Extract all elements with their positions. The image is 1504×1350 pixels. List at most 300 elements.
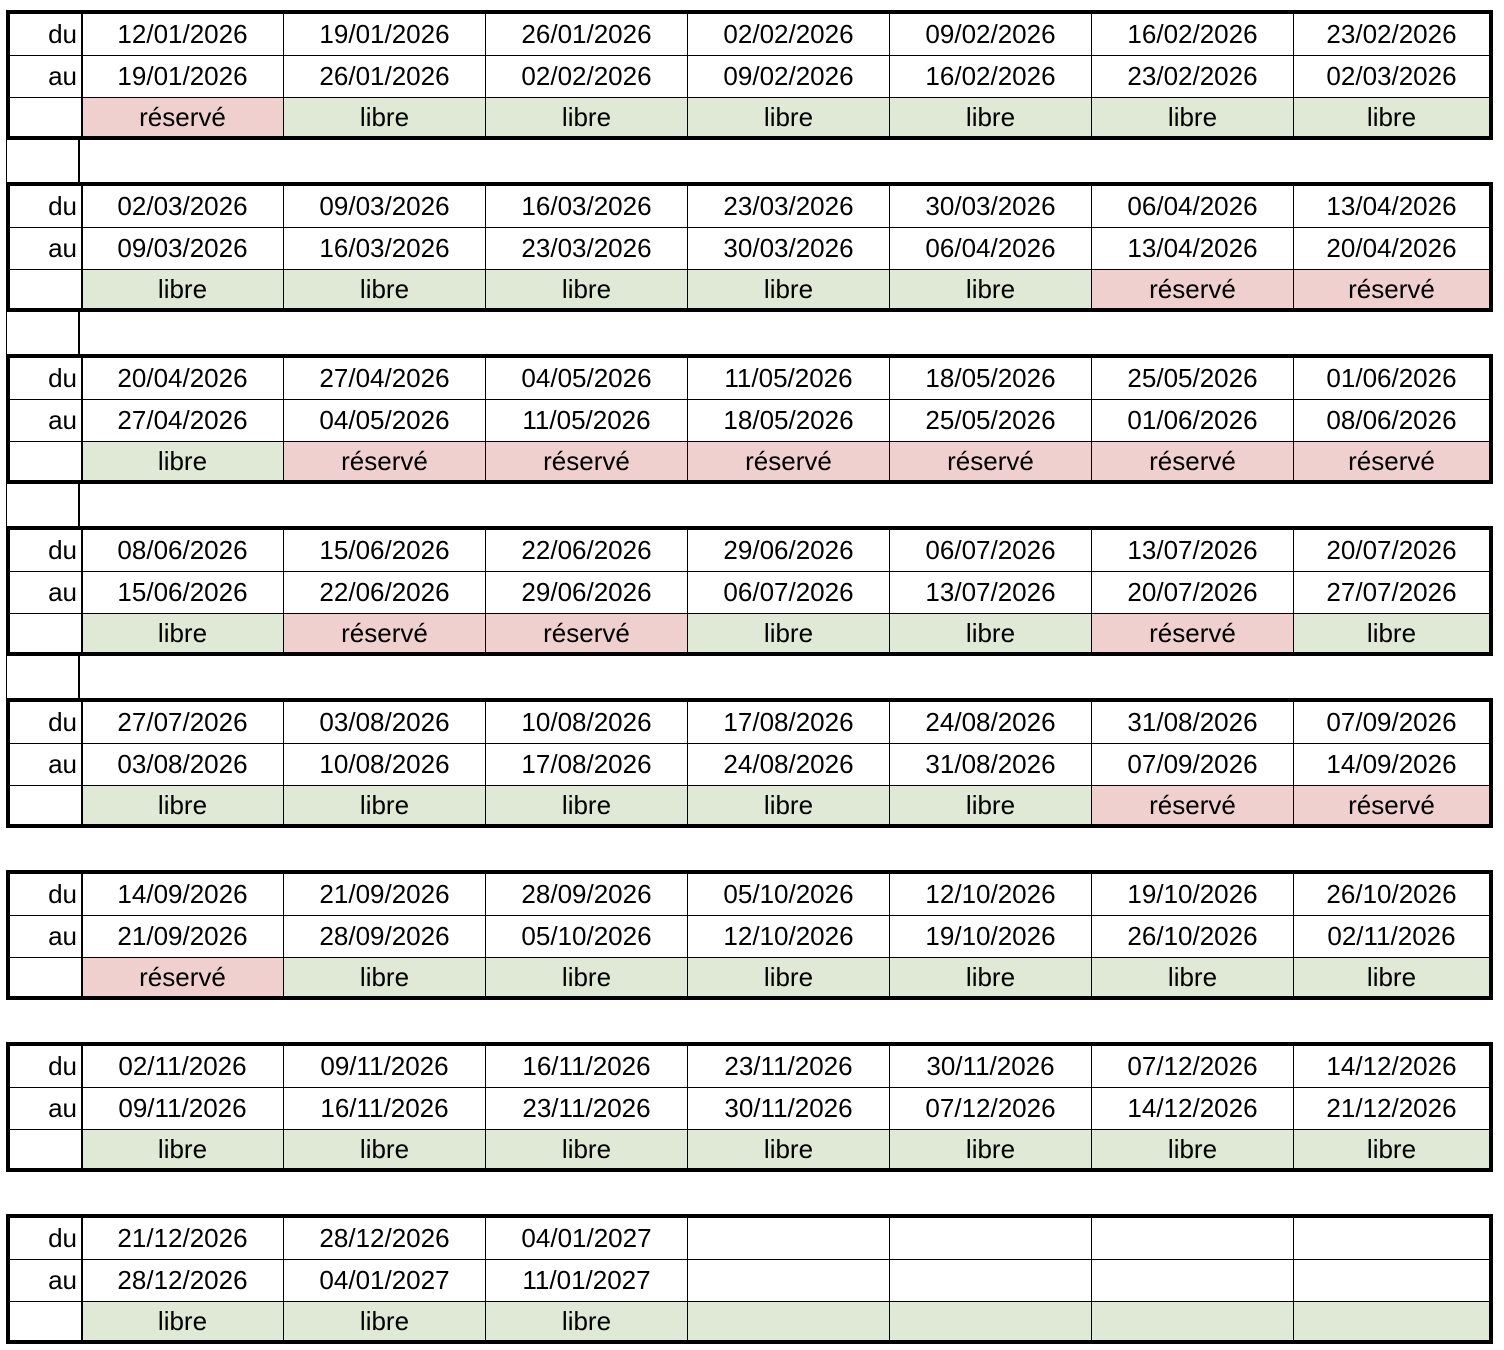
- gap-divider: [78, 140, 80, 182]
- end-date-cell[interactable]: 28/12/2026: [117, 1265, 248, 1295]
- status-cell[interactable]: libre: [1294, 958, 1489, 996]
- start-date-cell[interactable]: 02/03/2026: [117, 191, 248, 221]
- column-divider: [1293, 1088, 1294, 1129]
- start-date-cell[interactable]: 07/09/2026: [1326, 707, 1457, 737]
- end-date-cell[interactable]: 31/08/2026: [925, 749, 1056, 779]
- column-divider: [687, 1130, 688, 1168]
- start-date-cell[interactable]: 09/02/2026: [925, 19, 1056, 49]
- end-date-cell[interactable]: 30/11/2026: [724, 1093, 853, 1123]
- status-cell[interactable]: libre: [890, 958, 1091, 996]
- column-divider: [81, 228, 83, 269]
- column-divider: [1293, 358, 1294, 399]
- status-cell[interactable]: libre: [82, 270, 283, 308]
- status-cell[interactable]: libre: [1092, 1130, 1293, 1168]
- start-date-cell[interactable]: 01/06/2026: [1326, 363, 1457, 393]
- start-date-cell[interactable]: 05/10/2026: [723, 879, 854, 909]
- column-divider: [889, 400, 890, 441]
- column-divider: [1091, 1046, 1092, 1087]
- status-cell[interactable]: réservé: [890, 442, 1091, 480]
- column-divider: [889, 442, 890, 480]
- column-divider: [889, 1088, 890, 1129]
- status-cell[interactable]: libre: [486, 786, 687, 824]
- column-divider: [81, 874, 83, 915]
- column-divider: [283, 572, 284, 613]
- status-cell[interactable]: libre: [284, 98, 485, 136]
- column-divider: [283, 1130, 284, 1168]
- column-divider: [1091, 958, 1092, 996]
- end-date-cell[interactable]: 14/09/2026: [1326, 749, 1457, 779]
- end-date-cell[interactable]: 09/03/2026: [117, 233, 248, 263]
- end-date-cell[interactable]: 26/10/2026: [1127, 921, 1258, 951]
- status-cell[interactable]: réservé: [284, 614, 485, 652]
- column-divider: [485, 874, 486, 915]
- column-divider: [81, 56, 83, 97]
- from-label: du: [48, 363, 77, 393]
- status-cell[interactable]: libre: [284, 958, 485, 996]
- column-divider: [889, 1218, 890, 1259]
- start-date-cell[interactable]: 17/08/2026: [723, 707, 854, 737]
- column-divider: [81, 270, 83, 308]
- start-date-cell[interactable]: 30/11/2026: [926, 1051, 1055, 1081]
- status-cell[interactable]: [688, 1302, 889, 1340]
- status-cell[interactable]: libre: [486, 98, 687, 136]
- start-date-cell[interactable]: 20/04/2026: [117, 363, 248, 393]
- status-cell[interactable]: réservé: [1294, 270, 1489, 308]
- from-row: [10, 702, 1489, 743]
- column-divider: [81, 614, 83, 652]
- column-divider: [687, 614, 688, 652]
- end-date-cell[interactable]: 01/06/2026: [1127, 405, 1258, 435]
- end-date-cell[interactable]: 21/12/2026: [1326, 1093, 1457, 1123]
- start-date-cell[interactable]: 09/03/2026: [319, 191, 450, 221]
- start-date-cell[interactable]: 09/11/2026: [320, 1051, 449, 1081]
- start-date-cell[interactable]: 02/02/2026: [723, 19, 854, 49]
- status-cell[interactable]: réservé: [284, 442, 485, 480]
- column-divider: [1293, 530, 1294, 571]
- end-date-cell[interactable]: 14/12/2026: [1127, 1093, 1258, 1123]
- start-date-cell[interactable]: 11/05/2026: [724, 363, 853, 393]
- start-date-cell[interactable]: [890, 1218, 1091, 1259]
- week-block: [6, 182, 1493, 312]
- end-date-cell[interactable]: 28/09/2026: [319, 921, 450, 951]
- column-divider: [687, 958, 688, 996]
- start-date-cell[interactable]: 20/07/2026: [1326, 535, 1457, 565]
- start-date-cell[interactable]: 23/11/2026: [724, 1051, 853, 1081]
- column-divider: [485, 1046, 486, 1087]
- end-date-cell[interactable]: 06/04/2026: [925, 233, 1056, 263]
- status-cell[interactable]: libre: [688, 98, 889, 136]
- to-row: [10, 228, 1489, 269]
- status-cell[interactable]: réservé: [1092, 442, 1293, 480]
- status-row: [10, 786, 1489, 824]
- column-divider: [81, 702, 83, 743]
- column-divider: [687, 186, 688, 227]
- status-cell[interactable]: réservé: [82, 958, 283, 996]
- column-divider: [687, 14, 688, 55]
- column-divider: [687, 1218, 688, 1259]
- start-date-cell[interactable]: 14/09/2026: [117, 879, 248, 909]
- to-label: au: [48, 577, 77, 607]
- start-date-cell[interactable]: 08/06/2026: [117, 535, 248, 565]
- status-cell[interactable]: libre: [284, 1130, 485, 1168]
- week-block: [6, 10, 1493, 140]
- column-divider: [1293, 702, 1294, 743]
- column-divider: [1091, 702, 1092, 743]
- column-divider: [283, 1302, 284, 1340]
- column-divider: [81, 1046, 83, 1087]
- end-date-cell[interactable]: 11/05/2026: [522, 405, 651, 435]
- start-date-cell[interactable]: 26/10/2026: [1326, 879, 1457, 909]
- week-block: [6, 1214, 1493, 1344]
- start-date-cell[interactable]: 28/12/2026: [319, 1223, 450, 1253]
- end-date-cell[interactable]: 07/12/2026: [925, 1093, 1056, 1123]
- column-divider: [889, 744, 890, 785]
- status-cell[interactable]: libre: [82, 1130, 283, 1168]
- column-divider: [1293, 572, 1294, 613]
- end-date-cell[interactable]: 09/02/2026: [723, 61, 854, 91]
- column-divider: [889, 186, 890, 227]
- end-date-cell[interactable]: 20/04/2026: [1326, 233, 1457, 263]
- column-divider: [283, 442, 284, 480]
- column-divider: [889, 56, 890, 97]
- end-date-cell[interactable]: 13/07/2026: [925, 577, 1056, 607]
- column-divider: [485, 228, 486, 269]
- status-row: [10, 614, 1489, 652]
- status-cell[interactable]: réservé: [82, 98, 283, 136]
- week-block: [6, 526, 1493, 656]
- to-label: au: [48, 61, 77, 91]
- start-date-cell[interactable]: 23/02/2026: [1326, 19, 1457, 49]
- end-date-cell[interactable]: 06/07/2026: [723, 577, 854, 607]
- column-divider: [1091, 270, 1092, 308]
- column-divider: [889, 358, 890, 399]
- start-date-cell[interactable]: 23/03/2026: [723, 191, 854, 221]
- column-divider: [1293, 874, 1294, 915]
- column-divider: [283, 186, 284, 227]
- column-divider: [1293, 186, 1294, 227]
- column-divider: [1293, 1046, 1294, 1087]
- status-cell[interactable]: réservé: [486, 614, 687, 652]
- end-date-cell[interactable]: 16/03/2026: [319, 233, 450, 263]
- status-cell[interactable]: réservé: [688, 442, 889, 480]
- status-cell[interactable]: libre: [486, 270, 687, 308]
- column-divider: [1091, 614, 1092, 652]
- column-divider: [485, 958, 486, 996]
- status-cell[interactable]: libre: [688, 1130, 889, 1168]
- column-divider: [283, 358, 284, 399]
- column-divider: [485, 1130, 486, 1168]
- start-date-cell[interactable]: 04/01/2027: [521, 1223, 652, 1253]
- status-cell[interactable]: libre: [890, 786, 1091, 824]
- column-divider: [687, 98, 688, 136]
- status-cell[interactable]: libre: [486, 1130, 687, 1168]
- status-cell[interactable]: libre: [1294, 614, 1489, 652]
- column-divider: [283, 98, 284, 136]
- to-row: [10, 56, 1489, 97]
- status-cell[interactable]: libre: [82, 1302, 283, 1340]
- to-row: [10, 916, 1489, 957]
- column-divider: [485, 14, 486, 55]
- start-date-cell[interactable]: 16/02/2026: [1127, 19, 1258, 49]
- column-divider: [81, 958, 83, 996]
- end-date-cell[interactable]: 16/11/2026: [320, 1093, 449, 1123]
- column-divider: [81, 572, 83, 613]
- status-cell[interactable]: réservé: [1092, 614, 1293, 652]
- start-date-cell[interactable]: 02/11/2026: [118, 1051, 247, 1081]
- to-row: [10, 572, 1489, 613]
- status-row: [10, 1302, 1489, 1340]
- end-date-cell[interactable]: 11/01/2027: [522, 1265, 651, 1295]
- start-date-cell[interactable]: 16/03/2026: [521, 191, 652, 221]
- column-divider: [687, 1260, 688, 1301]
- status-cell[interactable]: libre: [890, 98, 1091, 136]
- column-divider: [1091, 1130, 1092, 1168]
- end-date-cell[interactable]: 09/11/2026: [118, 1093, 247, 1123]
- status-cell[interactable]: [890, 1302, 1091, 1340]
- status-cell[interactable]: réservé: [1294, 442, 1489, 480]
- status-cell[interactable]: libre: [688, 270, 889, 308]
- status-cell[interactable]: réservé: [1092, 270, 1293, 308]
- column-divider: [687, 228, 688, 269]
- end-date-cell[interactable]: 18/05/2026: [723, 405, 854, 435]
- start-date-cell[interactable]: 27/04/2026: [319, 363, 450, 393]
- column-divider: [81, 358, 83, 399]
- column-divider: [485, 442, 486, 480]
- column-divider: [485, 1302, 486, 1340]
- gap-edge: [6, 140, 7, 182]
- start-date-cell[interactable]: [688, 1218, 889, 1259]
- column-divider: [889, 228, 890, 269]
- gap-divider: [78, 312, 80, 354]
- column-divider: [687, 400, 688, 441]
- end-date-cell[interactable]: 03/08/2026: [117, 749, 248, 779]
- start-date-cell[interactable]: 31/08/2026: [1127, 707, 1258, 737]
- status-cell[interactable]: libre: [688, 614, 889, 652]
- column-divider: [485, 56, 486, 97]
- start-date-cell[interactable]: 21/12/2026: [117, 1223, 248, 1253]
- status-cell[interactable]: [1294, 1302, 1489, 1340]
- column-divider: [1293, 958, 1294, 996]
- column-divider: [81, 98, 83, 136]
- column-divider: [485, 744, 486, 785]
- status-cell[interactable]: libre: [82, 442, 283, 480]
- end-date-cell[interactable]: 26/01/2026: [319, 61, 450, 91]
- end-date-cell[interactable]: 10/08/2026: [319, 749, 450, 779]
- end-date-cell[interactable]: 05/10/2026: [521, 921, 652, 951]
- column-divider: [889, 1302, 890, 1340]
- status-cell[interactable]: libre: [1294, 98, 1489, 136]
- column-divider: [687, 358, 688, 399]
- status-cell[interactable]: libre: [486, 958, 687, 996]
- status-cell[interactable]: libre: [284, 1302, 485, 1340]
- end-date-cell[interactable]: 17/08/2026: [521, 749, 652, 779]
- end-date-cell[interactable]: 24/08/2026: [723, 749, 854, 779]
- start-date-cell[interactable]: 10/08/2026: [521, 707, 652, 737]
- status-cell[interactable]: libre: [1092, 98, 1293, 136]
- start-date-cell[interactable]: 22/06/2026: [521, 535, 652, 565]
- column-divider: [1293, 228, 1294, 269]
- from-label: du: [48, 1051, 77, 1081]
- column-divider: [687, 572, 688, 613]
- end-date-cell[interactable]: 04/01/2027: [319, 1265, 450, 1295]
- start-date-cell[interactable]: 21/09/2026: [319, 879, 450, 909]
- start-date-cell[interactable]: 13/07/2026: [1127, 535, 1258, 565]
- start-date-cell[interactable]: 25/05/2026: [1127, 363, 1258, 393]
- from-row: [10, 530, 1489, 571]
- end-date-cell[interactable]: 02/02/2026: [521, 61, 652, 91]
- end-date-cell[interactable]: 25/05/2026: [925, 405, 1056, 435]
- start-date-cell[interactable]: 07/12/2026: [1127, 1051, 1258, 1081]
- status-row: [10, 98, 1489, 136]
- start-date-cell[interactable]: 04/05/2026: [521, 363, 652, 393]
- status-cell[interactable]: libre: [890, 1130, 1091, 1168]
- end-date-cell[interactable]: 16/02/2026: [925, 61, 1056, 91]
- column-divider: [889, 530, 890, 571]
- column-divider: [687, 442, 688, 480]
- column-divider: [1091, 874, 1092, 915]
- start-date-cell[interactable]: 26/01/2026: [521, 19, 652, 49]
- status-cell[interactable]: libre: [82, 786, 283, 824]
- start-date-cell[interactable]: 29/06/2026: [723, 535, 854, 565]
- end-date-cell[interactable]: 29/06/2026: [521, 577, 652, 607]
- end-date-cell[interactable]: 08/06/2026: [1326, 405, 1457, 435]
- status-cell[interactable]: libre: [1092, 958, 1293, 996]
- column-divider: [1091, 1088, 1092, 1129]
- end-date-cell[interactable]: 27/07/2026: [1326, 577, 1457, 607]
- from-label: du: [48, 191, 77, 221]
- week-block: [6, 1042, 1493, 1172]
- column-divider: [687, 270, 688, 308]
- from-label: du: [48, 707, 77, 737]
- end-date-cell[interactable]: 07/09/2026: [1127, 749, 1258, 779]
- start-date-cell[interactable]: 16/11/2026: [522, 1051, 651, 1081]
- status-cell[interactable]: libre: [890, 270, 1091, 308]
- column-divider: [81, 916, 83, 957]
- from-label: du: [48, 535, 77, 565]
- column-divider: [889, 14, 890, 55]
- status-cell[interactable]: [1092, 1302, 1293, 1340]
- end-date-cell[interactable]: 19/01/2026: [117, 61, 248, 91]
- start-date-cell[interactable]: 12/01/2026: [117, 19, 248, 49]
- start-date-cell[interactable]: 14/12/2026: [1326, 1051, 1457, 1081]
- start-date-cell[interactable]: [1294, 1218, 1489, 1259]
- status-cell[interactable]: libre: [688, 786, 889, 824]
- column-divider: [1091, 786, 1092, 824]
- status-label: [10, 1302, 81, 1340]
- column-divider: [1293, 400, 1294, 441]
- end-date-cell[interactable]: 02/11/2026: [1327, 921, 1456, 951]
- to-label: au: [48, 1265, 77, 1295]
- column-divider: [81, 1260, 83, 1301]
- end-date-cell[interactable]: 15/06/2026: [117, 577, 248, 607]
- end-date-cell[interactable]: 13/04/2026: [1127, 233, 1258, 263]
- status-cell[interactable]: libre: [688, 958, 889, 996]
- column-divider: [1293, 1260, 1294, 1301]
- start-date-cell[interactable]: 24/08/2026: [925, 707, 1056, 737]
- start-date-cell[interactable]: 13/04/2026: [1326, 191, 1457, 221]
- start-date-cell[interactable]: 03/08/2026: [319, 707, 450, 737]
- to-row: [10, 1088, 1489, 1129]
- column-divider: [283, 56, 284, 97]
- status-row: [10, 270, 1489, 308]
- end-date-cell[interactable]: 19/10/2026: [925, 921, 1056, 951]
- end-date-cell[interactable]: 21/09/2026: [117, 921, 248, 951]
- start-date-cell[interactable]: [1092, 1218, 1293, 1259]
- start-date-cell[interactable]: 19/01/2026: [319, 19, 450, 49]
- column-divider: [283, 400, 284, 441]
- end-date-cell[interactable]: [688, 1260, 889, 1301]
- end-date-cell[interactable]: [890, 1260, 1091, 1301]
- column-divider: [1091, 1218, 1092, 1259]
- start-date-cell[interactable]: 27/07/2026: [117, 707, 248, 737]
- column-divider: [1293, 14, 1294, 55]
- column-divider: [687, 1046, 688, 1087]
- end-date-cell[interactable]: [1294, 1260, 1489, 1301]
- column-divider: [283, 614, 284, 652]
- column-divider: [1091, 916, 1092, 957]
- status-cell[interactable]: libre: [284, 786, 485, 824]
- gap-divider: [78, 656, 80, 698]
- status-cell[interactable]: libre: [82, 614, 283, 652]
- end-date-cell[interactable]: 20/07/2026: [1127, 577, 1258, 607]
- end-date-cell[interactable]: 23/02/2026: [1127, 61, 1258, 91]
- end-date-cell[interactable]: 12/10/2026: [723, 921, 854, 951]
- to-row: [10, 1260, 1489, 1301]
- status-cell[interactable]: libre: [890, 614, 1091, 652]
- status-cell[interactable]: libre: [1294, 1130, 1489, 1168]
- start-date-cell[interactable]: 06/04/2026: [1127, 191, 1258, 221]
- status-cell[interactable]: réservé: [486, 442, 687, 480]
- start-date-cell[interactable]: 19/10/2026: [1127, 879, 1258, 909]
- column-divider: [889, 1130, 890, 1168]
- column-divider: [81, 1218, 83, 1259]
- end-date-cell[interactable]: 02/03/2026: [1326, 61, 1457, 91]
- end-date-cell[interactable]: 27/04/2026: [117, 405, 248, 435]
- week-block: [6, 354, 1493, 484]
- status-cell[interactable]: libre: [284, 270, 485, 308]
- start-date-cell[interactable]: 15/06/2026: [319, 535, 450, 565]
- end-date-cell[interactable]: 30/03/2026: [723, 233, 854, 263]
- column-divider: [81, 14, 83, 55]
- status-cell[interactable]: réservé: [1294, 786, 1489, 824]
- column-divider: [283, 530, 284, 571]
- column-divider: [1293, 916, 1294, 957]
- end-date-cell[interactable]: 23/03/2026: [521, 233, 652, 263]
- end-date-cell[interactable]: [1092, 1260, 1293, 1301]
- end-date-cell[interactable]: 23/11/2026: [522, 1093, 651, 1123]
- status-label: [10, 442, 81, 480]
- start-date-cell[interactable]: 06/07/2026: [925, 535, 1056, 565]
- status-cell[interactable]: libre: [486, 1302, 687, 1340]
- status-cell[interactable]: réservé: [1092, 786, 1293, 824]
- column-divider: [283, 1088, 284, 1129]
- column-divider: [485, 530, 486, 571]
- column-divider: [1293, 1218, 1294, 1259]
- column-divider: [889, 874, 890, 915]
- end-date-cell[interactable]: 04/05/2026: [319, 405, 450, 435]
- column-divider: [81, 442, 83, 480]
- end-date-cell[interactable]: 22/06/2026: [319, 577, 450, 607]
- column-divider: [1091, 56, 1092, 97]
- start-date-cell[interactable]: 12/10/2026: [925, 879, 1056, 909]
- column-divider: [81, 530, 83, 571]
- column-divider: [1293, 98, 1294, 136]
- column-divider: [485, 786, 486, 824]
- start-date-cell[interactable]: 28/09/2026: [521, 879, 652, 909]
- start-date-cell[interactable]: 18/05/2026: [925, 363, 1056, 393]
- start-date-cell[interactable]: 30/03/2026: [925, 191, 1056, 221]
- column-divider: [283, 1218, 284, 1259]
